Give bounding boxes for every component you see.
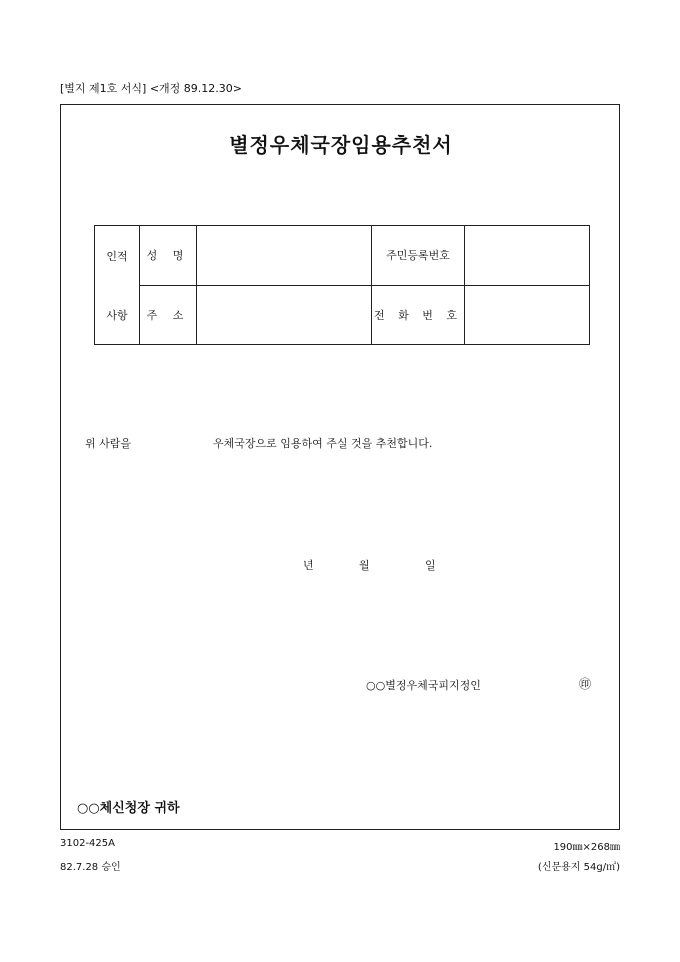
form-box — [60, 104, 620, 830]
category-label-bottom: 사항 — [95, 285, 140, 345]
resident-id-label: 주민등록번호 — [372, 226, 465, 286]
date-day-label: 일 — [425, 559, 436, 572]
personal-info-table — [94, 225, 590, 345]
date-month-label: 월 — [359, 559, 370, 572]
phone-label: 전 화 번 호 — [372, 285, 465, 345]
signer-name: ○○별정우체국피지정인 — [366, 679, 481, 692]
name-label: 성 명 — [140, 226, 197, 286]
seal-mark: ㊞ — [579, 677, 592, 691]
table-row — [95, 285, 590, 345]
phone-field[interactable] — [465, 285, 590, 345]
resident-id-field[interactable] — [465, 226, 590, 286]
date-year-label: 년 — [303, 559, 314, 572]
category-label-top: 인적 — [95, 226, 140, 286]
form-code: 3102-425A — [60, 838, 115, 849]
form-title: 별정우체국장임용추천서 — [229, 133, 453, 157]
addressee: ○○체신청장 귀하 — [77, 801, 180, 816]
approval-date: 82.7.28 승인 — [60, 862, 121, 873]
form-label: [별지 제1호 서식] <개정 89.12.30> — [60, 82, 242, 95]
statement-text: 우체국장으로 임용하여 주실 것을 추천합니다. — [213, 437, 433, 450]
name-field[interactable] — [197, 226, 372, 286]
table-row — [95, 226, 590, 286]
paper-size: 190㎜×268㎜ — [553, 842, 620, 853]
paper-type: (신문용지 54g/㎡) — [537, 862, 620, 873]
address-label: 주 소 — [140, 285, 197, 345]
address-field[interactable] — [197, 285, 372, 345]
statement-prefix: 위 사람을 — [85, 437, 132, 450]
